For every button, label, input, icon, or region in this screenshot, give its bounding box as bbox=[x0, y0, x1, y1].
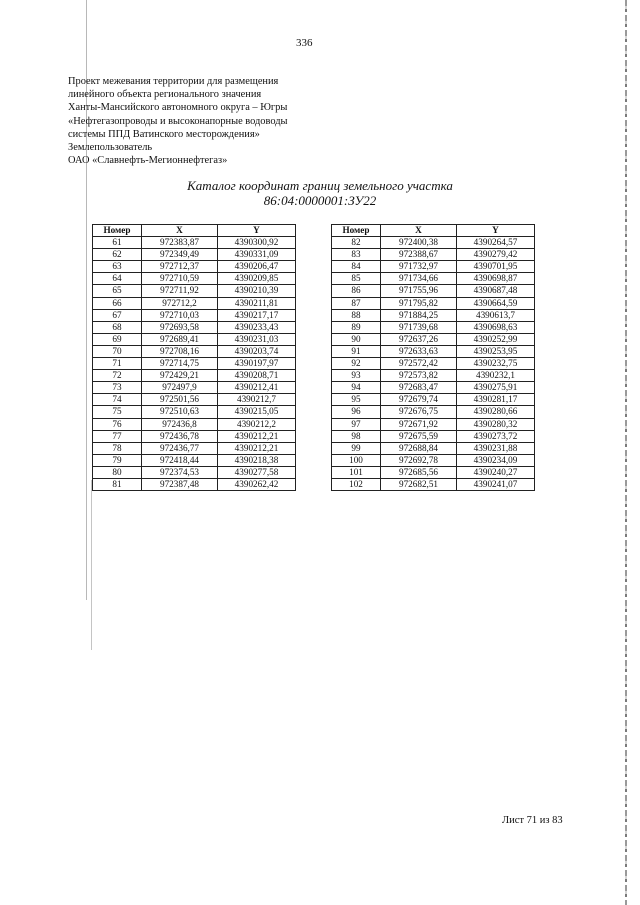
coordinate-y-cell: 4390203,74 bbox=[218, 345, 296, 357]
point-number-cell: 78 bbox=[93, 442, 142, 454]
coordinate-y-cell: 4390231,03 bbox=[218, 333, 296, 345]
coordinate-x-cell: 972400,38 bbox=[381, 237, 457, 249]
page-number: 336 bbox=[296, 37, 313, 49]
coordinate-y-cell: 4390698,87 bbox=[457, 273, 535, 285]
point-number-cell: 99 bbox=[332, 442, 381, 454]
point-number-cell: 101 bbox=[332, 466, 381, 478]
table-row bbox=[332, 309, 535, 321]
point-number-cell: 65 bbox=[93, 285, 142, 297]
coordinates-table-left bbox=[92, 224, 296, 491]
point-number-cell: 84 bbox=[332, 261, 381, 273]
point-number-cell: 71 bbox=[93, 358, 142, 370]
point-number-cell: 95 bbox=[332, 394, 381, 406]
table-row bbox=[332, 430, 535, 442]
table-header-row bbox=[332, 225, 535, 237]
coordinate-x-cell: 972573,82 bbox=[381, 370, 457, 382]
table-row bbox=[332, 454, 535, 466]
coordinate-x-cell: 972374,53 bbox=[142, 466, 218, 478]
cadastral-number: 86:04:0000001:ЗУ22 bbox=[263, 193, 377, 208]
point-number-cell: 97 bbox=[332, 418, 381, 430]
coordinates-table-right bbox=[331, 224, 535, 491]
coordinate-x-cell: 972418,44 bbox=[142, 454, 218, 466]
coordinate-x-cell: 971884,25 bbox=[381, 309, 457, 321]
coordinate-y-cell: 4390613,7 bbox=[457, 309, 535, 321]
table-row bbox=[93, 321, 296, 333]
coordinate-x-cell: 972688,84 bbox=[381, 442, 457, 454]
coordinate-x-cell: 972710,59 bbox=[142, 273, 218, 285]
header-line: системы ППД Ватинского месторождения» bbox=[68, 128, 260, 140]
table-row bbox=[332, 297, 535, 309]
catalog-title-text: Каталог координат границ земельного участка bbox=[187, 178, 453, 193]
point-number-cell: 73 bbox=[93, 382, 142, 394]
coordinate-x-cell: 972675,59 bbox=[381, 430, 457, 442]
table-row bbox=[332, 394, 535, 406]
point-number-cell: 70 bbox=[93, 345, 142, 357]
coordinate-x-cell: 972676,75 bbox=[381, 406, 457, 418]
table-row bbox=[332, 249, 535, 261]
point-number-cell: 61 bbox=[93, 237, 142, 249]
point-number-cell: 90 bbox=[332, 333, 381, 345]
coordinate-x-cell: 972710,03 bbox=[142, 309, 218, 321]
scan-margin-line-secondary bbox=[91, 480, 92, 650]
point-number-cell: 64 bbox=[93, 273, 142, 285]
point-number-cell: 69 bbox=[93, 333, 142, 345]
table-row bbox=[93, 297, 296, 309]
point-number-cell: 72 bbox=[93, 370, 142, 382]
coordinate-y-cell: 4390233,43 bbox=[218, 321, 296, 333]
coordinate-y-cell: 4390253,95 bbox=[457, 345, 535, 357]
table-row bbox=[332, 466, 535, 478]
table-row bbox=[332, 261, 535, 273]
coordinate-x-cell: 972510,63 bbox=[142, 406, 218, 418]
point-number-cell: 85 bbox=[332, 273, 381, 285]
coordinate-y-cell: 4390231,88 bbox=[457, 442, 535, 454]
table-row bbox=[93, 249, 296, 261]
coordinate-x-cell: 972501,56 bbox=[142, 394, 218, 406]
coordinate-y-cell: 4390277,58 bbox=[218, 466, 296, 478]
land-user-name: ОАО «Славнефть-Мегионнефтегаз» bbox=[68, 155, 228, 167]
point-number-cell: 96 bbox=[332, 406, 381, 418]
sheet-counter: Лист 71 из 83 bbox=[502, 815, 563, 826]
coordinate-y-cell: 4390210,39 bbox=[218, 285, 296, 297]
coordinate-y-cell: 4390281,17 bbox=[457, 394, 535, 406]
coordinate-x-cell: 972383,87 bbox=[142, 237, 218, 249]
coordinate-y-cell: 4390234,09 bbox=[457, 454, 535, 466]
coordinate-y-cell: 4390275,91 bbox=[457, 382, 535, 394]
table-row bbox=[332, 442, 535, 454]
coordinate-y-cell: 4390240,27 bbox=[457, 466, 535, 478]
point-number-cell: 77 bbox=[93, 430, 142, 442]
coordinate-x-cell: 971739,68 bbox=[381, 321, 457, 333]
column-header-x: X bbox=[142, 225, 218, 237]
point-number-cell: 87 bbox=[332, 297, 381, 309]
coordinate-x-cell: 972436,77 bbox=[142, 442, 218, 454]
coordinate-x-cell: 972679,74 bbox=[381, 394, 457, 406]
coordinate-y-cell: 4390212,41 bbox=[218, 382, 296, 394]
table-row bbox=[93, 454, 296, 466]
point-number-cell: 91 bbox=[332, 345, 381, 357]
header-line: линейного объекта регионального значения bbox=[68, 89, 262, 101]
point-number-cell: 102 bbox=[332, 478, 381, 490]
point-number-cell: 80 bbox=[93, 466, 142, 478]
coordinate-y-cell: 4390212,21 bbox=[218, 430, 296, 442]
point-number-cell: 89 bbox=[332, 321, 381, 333]
coordinate-x-cell: 971732,97 bbox=[381, 261, 457, 273]
coordinate-x-cell: 972682,51 bbox=[381, 478, 457, 490]
coordinate-y-cell: 4390208,71 bbox=[218, 370, 296, 382]
table-row bbox=[93, 382, 296, 394]
coordinate-y-cell: 4390280,32 bbox=[457, 418, 535, 430]
coordinate-y-cell: 4390211,81 bbox=[218, 297, 296, 309]
table-row bbox=[93, 418, 296, 430]
point-number-cell: 82 bbox=[332, 237, 381, 249]
coordinate-y-cell: 4390264,57 bbox=[457, 237, 535, 249]
coordinate-y-cell: 4390209,85 bbox=[218, 273, 296, 285]
header-line: «Нефтегазопроводы и высоконапорные водоводы bbox=[68, 115, 288, 127]
table-row bbox=[93, 466, 296, 478]
coordinate-x-cell: 972436,78 bbox=[142, 430, 218, 442]
coordinate-y-cell: 4390217,17 bbox=[218, 309, 296, 321]
table-row bbox=[332, 273, 535, 285]
point-number-cell: 100 bbox=[332, 454, 381, 466]
table-row bbox=[332, 285, 535, 297]
column-header-number: Номер bbox=[332, 225, 381, 237]
coordinate-x-cell: 972436,8 bbox=[142, 418, 218, 430]
table-row bbox=[332, 333, 535, 345]
column-header-y: Y bbox=[457, 225, 535, 237]
coordinate-x-cell: 971734,66 bbox=[381, 273, 457, 285]
header-line: Ханты-Мансийского автономного округа – Югры bbox=[68, 102, 288, 114]
coordinate-x-cell: 972497,9 bbox=[142, 382, 218, 394]
coordinate-y-cell: 4390252,99 bbox=[457, 333, 535, 345]
coordinate-y-cell: 4390279,42 bbox=[457, 249, 535, 261]
coordinate-y-cell: 4390687,48 bbox=[457, 285, 535, 297]
point-number-cell: 68 bbox=[93, 321, 142, 333]
point-number-cell: 74 bbox=[93, 394, 142, 406]
point-number-cell: 63 bbox=[93, 261, 142, 273]
coordinate-y-cell: 4390212,21 bbox=[218, 442, 296, 454]
coordinate-y-cell: 4390215,05 bbox=[218, 406, 296, 418]
coordinate-x-cell: 972693,58 bbox=[142, 321, 218, 333]
coordinate-x-cell: 972429,21 bbox=[142, 370, 218, 382]
table-row bbox=[332, 345, 535, 357]
coordinate-y-cell: 4390197,97 bbox=[218, 358, 296, 370]
point-number-cell: 66 bbox=[93, 297, 142, 309]
coordinate-x-cell: 972683,47 bbox=[381, 382, 457, 394]
table-row bbox=[332, 418, 535, 430]
table-row bbox=[93, 430, 296, 442]
table-row bbox=[93, 273, 296, 285]
table-row bbox=[93, 370, 296, 382]
coordinate-x-cell: 972692,78 bbox=[381, 454, 457, 466]
table-row bbox=[332, 382, 535, 394]
land-user-label: Землепользователь bbox=[68, 142, 153, 154]
coordinate-y-cell: 4390698,63 bbox=[457, 321, 535, 333]
table-row bbox=[332, 370, 535, 382]
point-number-cell: 88 bbox=[332, 309, 381, 321]
point-number-cell: 98 bbox=[332, 430, 381, 442]
table-header-row bbox=[93, 225, 296, 237]
table-row bbox=[332, 321, 535, 333]
table-row bbox=[93, 478, 296, 490]
point-number-cell: 75 bbox=[93, 406, 142, 418]
coordinate-x-cell: 972671,92 bbox=[381, 418, 457, 430]
coordinate-y-cell: 4390241,07 bbox=[457, 478, 535, 490]
table-row bbox=[332, 358, 535, 370]
coordinate-x-cell: 972637,26 bbox=[381, 333, 457, 345]
table-row bbox=[332, 478, 535, 490]
table-row bbox=[93, 261, 296, 273]
coordinate-y-cell: 4390212,7 bbox=[218, 394, 296, 406]
table-row bbox=[93, 394, 296, 406]
coordinate-x-cell: 972708,16 bbox=[142, 345, 218, 357]
coordinate-y-cell: 4390218,38 bbox=[218, 454, 296, 466]
coordinate-y-cell: 4390280,66 bbox=[457, 406, 535, 418]
coordinate-y-cell: 4390664,59 bbox=[457, 297, 535, 309]
coordinate-x-cell: 972387,48 bbox=[142, 478, 218, 490]
table-row bbox=[93, 345, 296, 357]
coordinate-x-cell: 972633,63 bbox=[381, 345, 457, 357]
table-row bbox=[93, 285, 296, 297]
coordinate-y-cell: 4390300,92 bbox=[218, 237, 296, 249]
coordinate-x-cell: 972689,41 bbox=[142, 333, 218, 345]
point-number-cell: 81 bbox=[93, 478, 142, 490]
scan-page-edge bbox=[625, 0, 627, 905]
point-number-cell: 92 bbox=[332, 358, 381, 370]
point-number-cell: 67 bbox=[93, 309, 142, 321]
coordinate-x-cell: 972711,92 bbox=[142, 285, 218, 297]
coordinate-x-cell: 972349,49 bbox=[142, 249, 218, 261]
coordinate-y-cell: 4390232,1 bbox=[457, 370, 535, 382]
column-header-number: Номер bbox=[93, 225, 142, 237]
point-number-cell: 62 bbox=[93, 249, 142, 261]
coordinate-y-cell: 4390232,75 bbox=[457, 358, 535, 370]
coordinate-x-cell: 972712,2 bbox=[142, 297, 218, 309]
header-line: Проект межевания территории для размещения bbox=[68, 76, 279, 87]
coordinate-y-cell: 4390701,95 bbox=[457, 261, 535, 273]
coordinate-y-cell: 4390273,72 bbox=[457, 430, 535, 442]
coordinate-y-cell: 4390212,2 bbox=[218, 418, 296, 430]
coordinate-y-cell: 4390206,47 bbox=[218, 261, 296, 273]
table-row bbox=[93, 333, 296, 345]
point-number-cell: 86 bbox=[332, 285, 381, 297]
catalog-title bbox=[90, 178, 550, 208]
coordinate-x-cell: 971755,96 bbox=[381, 285, 457, 297]
coordinate-x-cell: 972712,37 bbox=[142, 261, 218, 273]
point-number-cell: 94 bbox=[332, 382, 381, 394]
project-header bbox=[68, 75, 368, 167]
point-number-cell: 79 bbox=[93, 454, 142, 466]
table-row bbox=[93, 358, 296, 370]
table-row bbox=[93, 442, 296, 454]
coordinate-x-cell: 972714,75 bbox=[142, 358, 218, 370]
coordinate-x-cell: 971795,82 bbox=[381, 297, 457, 309]
table-row bbox=[332, 406, 535, 418]
column-header-y: Y bbox=[218, 225, 296, 237]
coordinate-y-cell: 4390262,42 bbox=[218, 478, 296, 490]
column-header-x: X bbox=[381, 225, 457, 237]
table-row bbox=[332, 237, 535, 249]
point-number-cell: 76 bbox=[93, 418, 142, 430]
coordinate-y-cell: 4390331,09 bbox=[218, 249, 296, 261]
table-row bbox=[93, 237, 296, 249]
point-number-cell: 83 bbox=[332, 249, 381, 261]
point-number-cell: 93 bbox=[332, 370, 381, 382]
table-row bbox=[93, 309, 296, 321]
coordinate-x-cell: 972685,56 bbox=[381, 466, 457, 478]
table-row bbox=[93, 406, 296, 418]
coordinate-x-cell: 972388,67 bbox=[381, 249, 457, 261]
coordinate-x-cell: 972572,42 bbox=[381, 358, 457, 370]
